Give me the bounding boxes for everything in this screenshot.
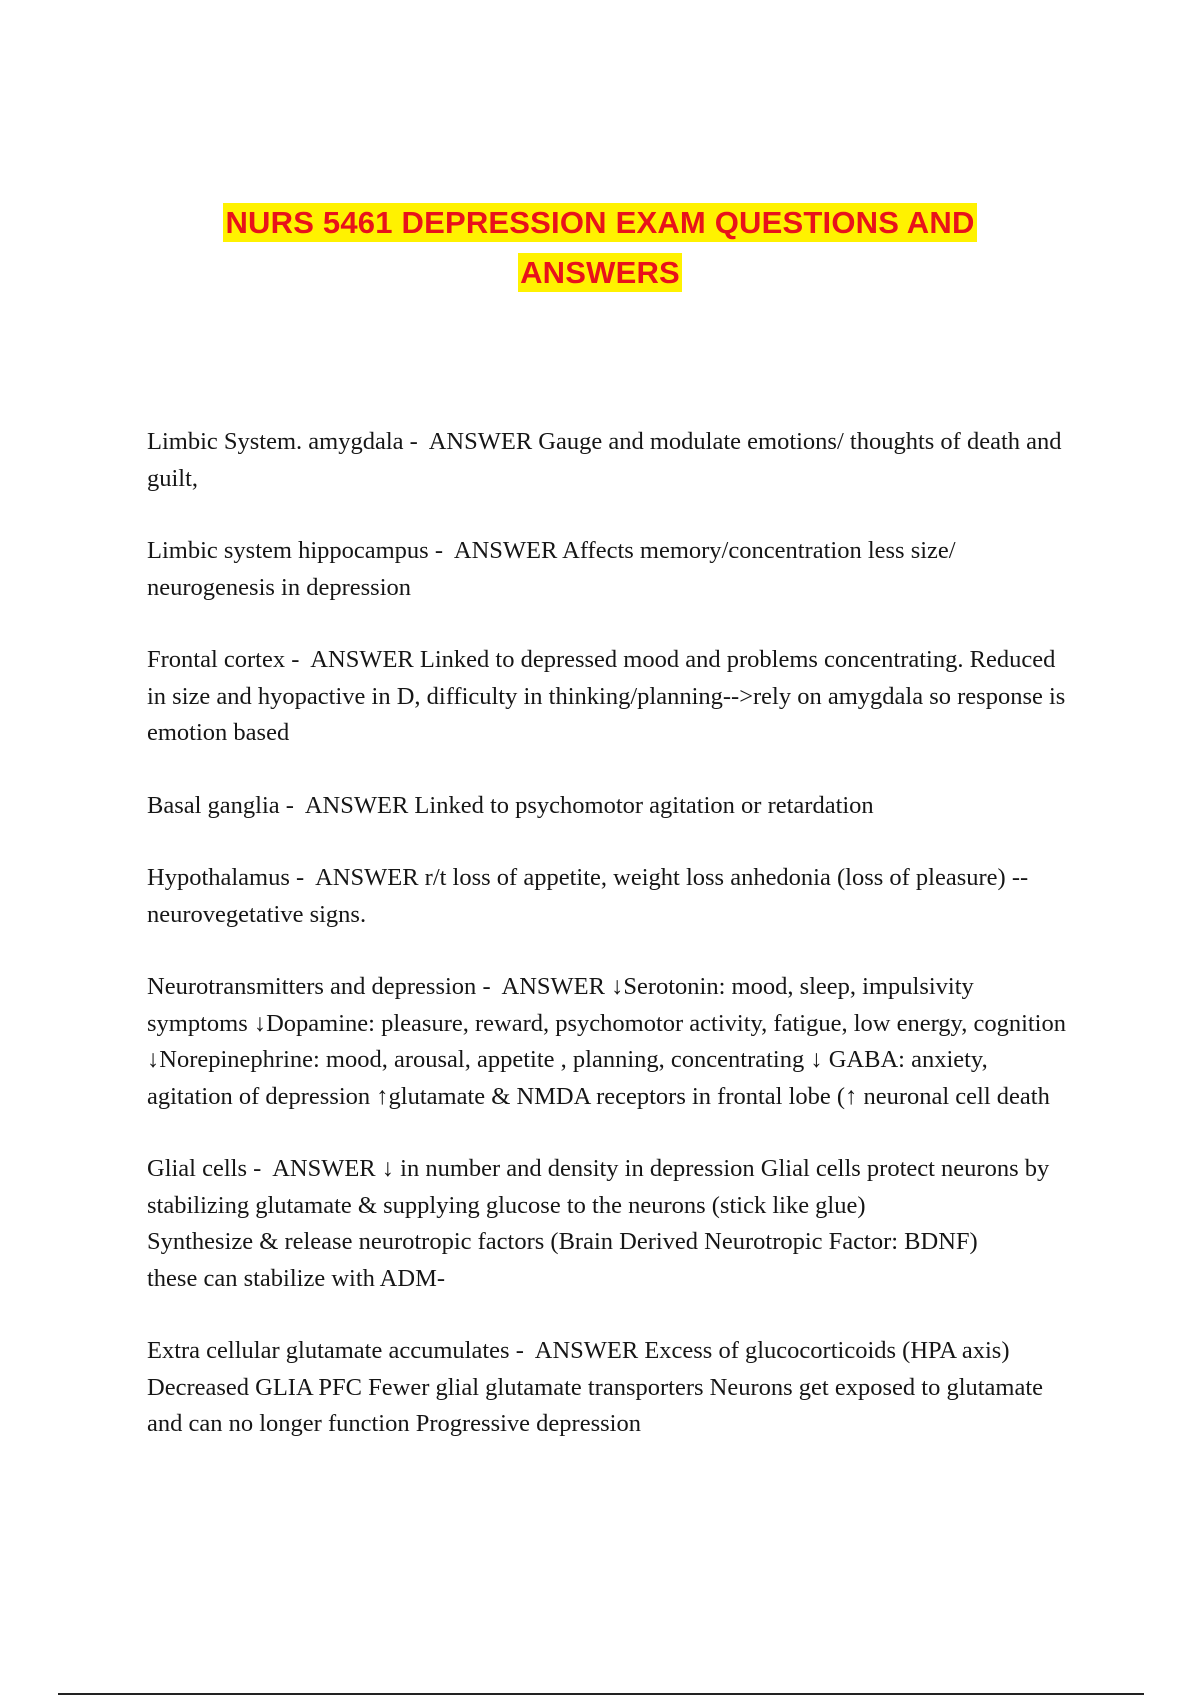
qa-separator: - ANSWER xyxy=(247,1155,382,1182)
qa-term: Basal ganglia xyxy=(147,791,280,819)
qa-answer: r/t loss of appetite, weight loss anhedonia (loss of pleasure) -- neurovegetative signs. xyxy=(147,864,1029,928)
qa-answer-extra-line: Synthesize & release neurotropic factors (Brain Derived Neurotropic Factor: BDNF) xyxy=(147,1228,978,1255)
qa-term: Extra cellular glutamate accumulates xyxy=(147,1337,510,1364)
qa-entry xyxy=(147,642,1067,752)
qa-answer: ↓Serotonin: mood, sleep, impulsivity symptoms ↓Dopamine: pleasure, reward, psychomotor activity, fatigue, low energy, cognition ↓Norepinephrine: mood, arousal, appetite , planning, concentrating ↓ GABA: anxiety, agitation of depression ↑glutamate & NMDA receptors in frontal lobe (↑ neuronal cell death xyxy=(147,973,1066,1110)
qa-answer-extra-line: these can stabilize with ADM- xyxy=(147,1264,446,1292)
title-line-1: NURS 5461 DEPRESSION EXAM QUESTIONS AND xyxy=(225,205,975,240)
qa-separator: - ANSWER xyxy=(476,973,612,1000)
qa-entry xyxy=(147,969,1067,1115)
qa-separator: - ANSWER xyxy=(285,646,420,673)
qa-separator: - ANSWER xyxy=(428,537,563,564)
qa-entry xyxy=(147,1333,1067,1443)
qa-term: Limbic System. amygdala xyxy=(147,428,404,455)
bottom-divider xyxy=(58,1693,1144,1695)
qa-answer: ↓ in number and density in depression Glial cells protect neurons by stabilizing glutamate & supplying glucose to the neurons (stick like glue) xyxy=(147,1155,1050,1219)
qa-separator: - ANSWER xyxy=(403,428,539,455)
qa-term: Limbic system hippocampus xyxy=(147,537,429,564)
qa-term: Neurotransmitters and depression xyxy=(147,973,477,1000)
qa-term: Glial cells xyxy=(147,1155,248,1182)
qa-term: Frontal cortex xyxy=(147,646,286,673)
qa-separator: - ANSWER xyxy=(289,864,425,891)
qa-entry xyxy=(147,860,1067,933)
qa-answer: Linked to depressed mood and problems concentrating. Reduced in size and hyopactive in D, difficulty in thinking/planning-->rely on amygdala so response is emotion based xyxy=(147,646,1066,746)
qa-separator: - ANSWER xyxy=(279,791,415,819)
title-line-2: ANSWERS xyxy=(520,255,680,290)
qa-answer: Affects memory/concentration less size/ neurogenesis in depression xyxy=(147,537,956,601)
document-title xyxy=(0,198,1200,298)
qa-list xyxy=(147,424,1067,1479)
qa-entry xyxy=(147,424,1067,497)
qa-answer: Excess of glucocorticoids (HPA axis) Decreased GLIA PFC Fewer glial glutamate transporters Neurons get exposed to glutamate and can no longer function Progressive depression xyxy=(147,1337,1044,1437)
qa-term: Hypothalamus xyxy=(147,864,290,891)
qa-answer: Linked to psychomotor agitation or retardation xyxy=(414,791,874,819)
qa-entry xyxy=(147,788,1067,825)
qa-entry xyxy=(147,1151,1067,1297)
qa-answer: Gauge and modulate emotions/ thoughts of death and guilt, xyxy=(147,428,1062,492)
qa-separator: - ANSWER xyxy=(509,1337,645,1364)
qa-entry xyxy=(147,533,1067,606)
